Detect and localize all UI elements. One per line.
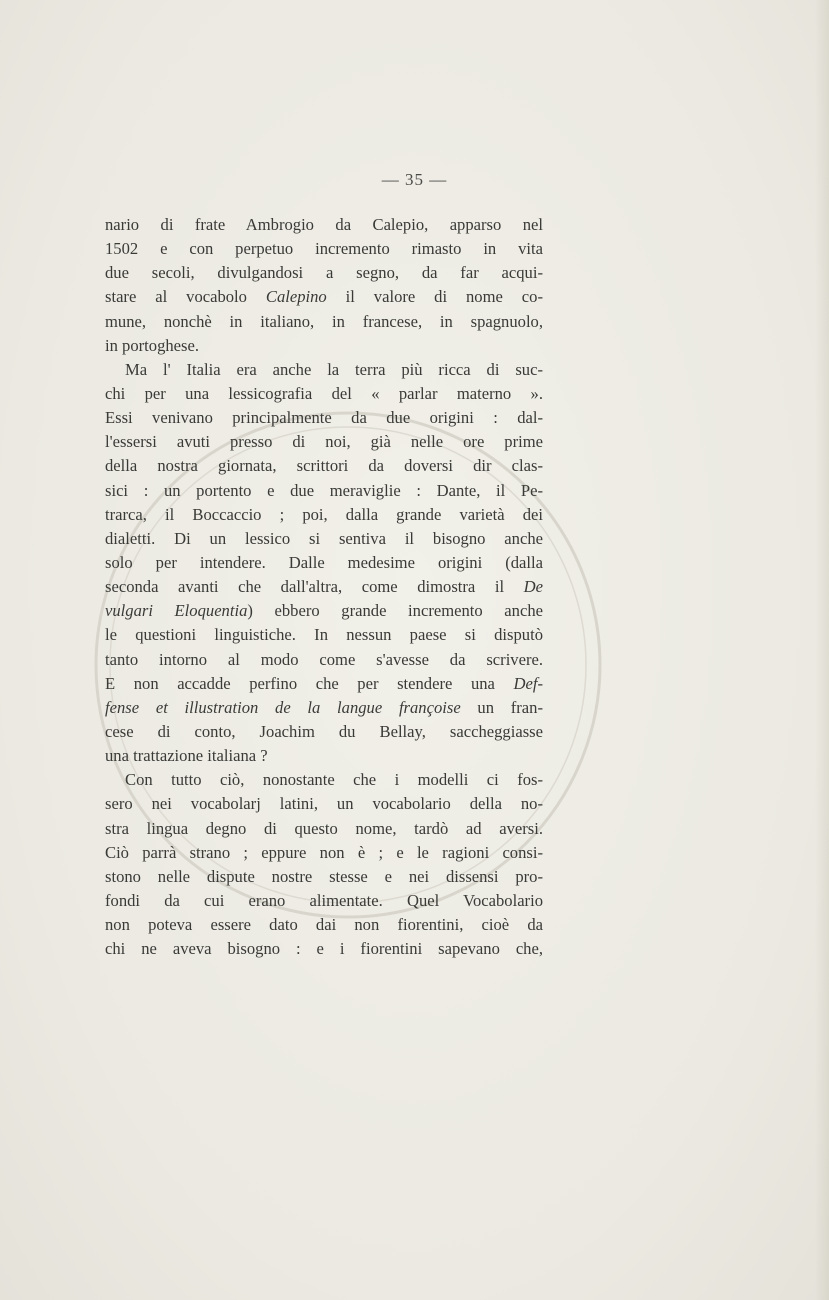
text-line: 1502 e con perpetuo incremento rimasto in vita — [105, 239, 543, 259]
text-line: non poteva essere dato dai non fiorentini, cioè da — [105, 915, 543, 935]
text-line: mune, nonchè in italiano, in francese, in spagnuolo, — [105, 311, 543, 331]
body-text — [105, 213, 543, 961]
text-line: dialetti. Di un lessico si sentiva il bisogno anche — [105, 528, 543, 548]
text-line: seconda avanti che dall'altra, come dimostra il De — [105, 577, 543, 597]
text-line: fondi da cui erano alimentate. Quel Vocabolario — [105, 890, 543, 910]
text-line: sici : un portento e due meraviglie : Dante, il Pe- — [105, 480, 543, 500]
text-line: le questioni linguistiche. In nessun paese si disputò — [105, 625, 543, 645]
text-line: Con tutto ciò, nonostante che i modelli ci fos- — [125, 770, 543, 790]
text-line: della nostra giornata, scrittori da doversi dir clas- — [105, 456, 543, 476]
text-line: fense et illustration de la langue françoise un fran- — [105, 697, 543, 717]
page-edge-shadow — [815, 0, 829, 1300]
italic-term: De — [523, 577, 543, 597]
text-line: Ciò parrà strano ; eppure non è ; e le ragioni consi- — [105, 842, 543, 862]
text-line: due secoli, divulgandosi a segno, da far acqui- — [105, 263, 543, 283]
text-line: cese di conto, Joachim du Bellay, saccheggiasse — [105, 721, 543, 741]
text-line: chi per una lessicografia del « parlar materno ». — [105, 383, 543, 403]
italic-term: Calepino — [265, 287, 327, 307]
text-line: stare al vocabolo Calepino il valore di nome co- — [105, 287, 543, 307]
text-line: nario di frate Ambrogio da Calepio, apparso nel — [105, 215, 543, 234]
text-line: l'essersi avuti presso di noi, già nelle ore prime — [105, 432, 543, 452]
text-line: stono nelle dispute nostre stesse e nei dissensi pro- — [105, 866, 543, 886]
text-line: una trattazione italiana ? — [105, 746, 268, 766]
text-line: tanto intorno al modo come s'avesse da scrivere. — [105, 649, 543, 669]
text-line: sero nei vocabolarj latini, un vocabolario della no- — [105, 794, 543, 814]
italic-term: vulgari Eloquentia — [105, 601, 248, 621]
text-line: vulgari Eloquentia) ebbero grande incremento anche — [105, 601, 543, 621]
text-line: chi ne aveva bisogno : e i fiorentini sapevano che, — [105, 939, 543, 959]
text-line: stra lingua degno di questo nome, tardò ad aversi. — [105, 818, 543, 838]
text-line: in portoghese. — [105, 335, 200, 355]
text-line: Essi venivano principalmente da due origini : dal- — [105, 408, 543, 428]
page-number: — 35 — — [381, 170, 448, 189]
text-line: E non accadde perfino che per stendere una Def- — [105, 673, 543, 693]
text-line: trarca, il Boccaccio ; poi, dalla grande varietà dei — [105, 504, 543, 524]
text-line: Ma l' Italia era anche la terra più ricca di suc- — [125, 359, 543, 379]
italic-term: Def- — [513, 673, 543, 693]
text-line: solo per intendere. Dalle medesime origini (dalla — [105, 552, 543, 572]
italic-term: fense et illustration de la langue françoise — [105, 697, 461, 717]
